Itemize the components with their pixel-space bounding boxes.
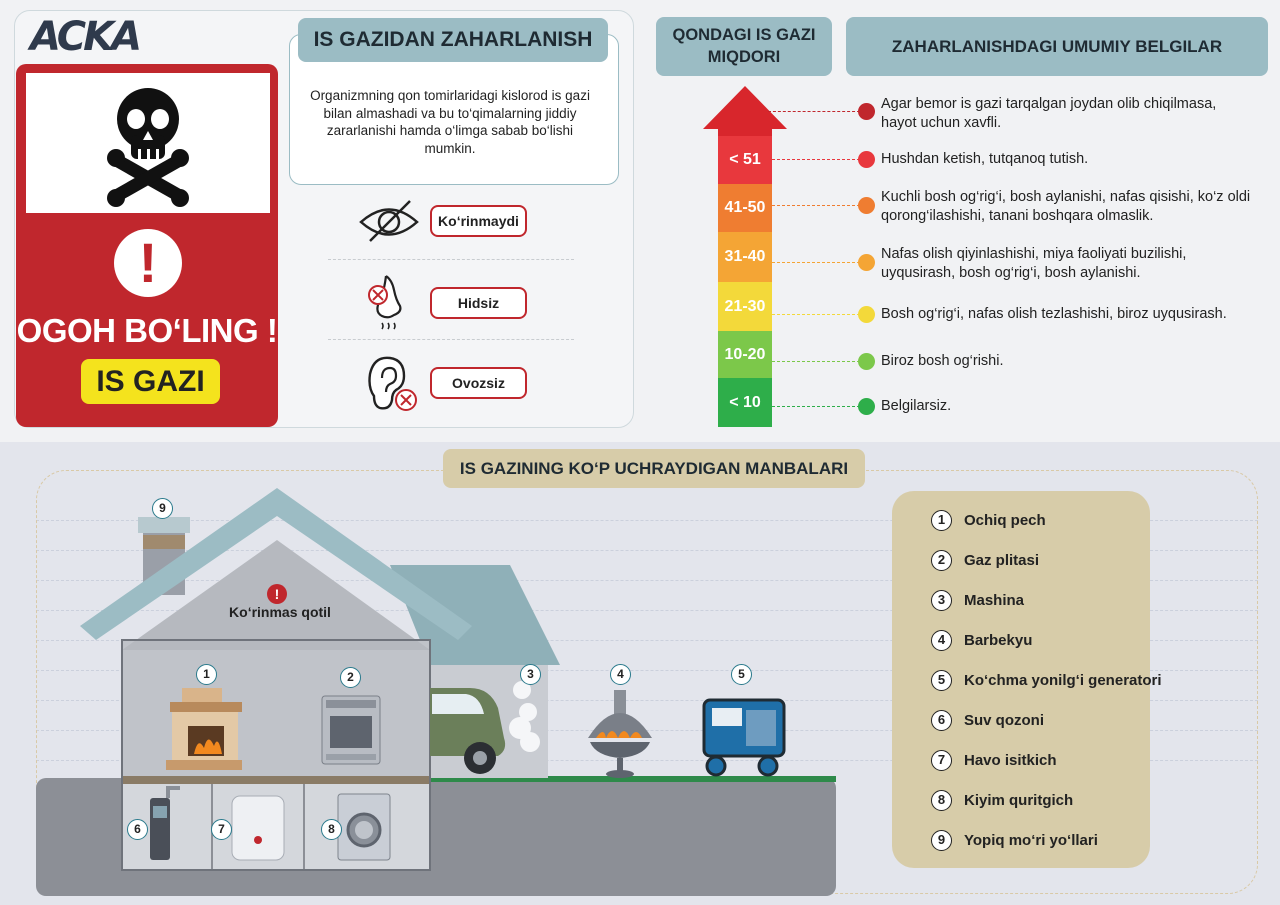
- list-item: [931, 709, 1044, 731]
- symptom-connector: [768, 111, 860, 112]
- symptom-connector: [772, 314, 860, 315]
- list-item: [931, 549, 1039, 571]
- skull-panel: [26, 73, 270, 213]
- symptom-text: Nafas olish qiyinlashishi, miya faoliyati buzilishi, uyqusirash, bosh og‘rig‘i, bosh aylanishi.: [881, 246, 1187, 281]
- symptom-dot: [858, 306, 875, 323]
- level-segment: 31-40: [718, 232, 772, 282]
- symptom-text: Biroz bosh og‘rishi.: [881, 353, 1004, 369]
- symptom-connector: [772, 262, 860, 263]
- house-label: Ko‘rinmas qotil: [229, 604, 331, 620]
- source-tag: 6: [127, 819, 148, 840]
- symptom-text: Belgilarsiz.: [881, 398, 952, 414]
- list-item-label: Barbekyu: [964, 631, 1033, 649]
- list-item-label: Yopiq mo‘ri yo‘llari: [964, 831, 1098, 849]
- poisoning-title: IS GAZIDAN ZAHARLANISH: [298, 18, 608, 62]
- list-item-label: Ko‘chma yonilg‘i generatori: [964, 671, 1162, 689]
- source-tag: 2: [340, 667, 361, 688]
- symptom-dot: [858, 353, 875, 370]
- symptom-connector: [772, 361, 860, 362]
- property-pill-odorless: Hidsiz: [430, 287, 527, 319]
- nose-crossed-icon: [358, 272, 420, 326]
- source-tag: 9: [152, 498, 173, 519]
- source-tag: 8: [321, 819, 342, 840]
- number-badge: 3: [931, 590, 952, 611]
- air-heater-icon: [232, 796, 284, 860]
- symptom-dot: [858, 151, 875, 168]
- symptom-dot: [858, 254, 875, 271]
- skull-crossbones-icon: [26, 73, 270, 213]
- list-item: [931, 749, 1057, 771]
- list-item-label: Ochiq pech: [964, 511, 1046, 529]
- symptom-connector: [772, 406, 860, 407]
- list-item: [931, 629, 1032, 651]
- list-item-label: Suv qozoni: [964, 711, 1044, 729]
- ear-crossed-icon: [358, 352, 420, 406]
- symptom-text: Bosh og‘rig‘i, nafas olish tezlashishi, biroz uyqusirash.: [881, 306, 1227, 322]
- list-item: [931, 589, 1024, 611]
- number-badge: 5: [931, 670, 952, 691]
- gas-stove-icon: [322, 696, 380, 764]
- poisoning-description: Organizmning qon tomirlaridagi kislorod is gazi bilan almashadi va bu to‘qimalarning jiddiy zararlanishi hamda o‘limga sabab bo‘lishi mumkin.: [310, 88, 590, 156]
- number-badge: 2: [931, 550, 952, 571]
- symptoms-title: ZAHARLANISHDAGI UMUMIY BELGILAR: [846, 17, 1268, 76]
- crossed-eye-icon: [358, 195, 420, 249]
- sources-title: IS GAZINING KO‘P UCHRAYDIGAN MANBALARI: [443, 449, 865, 488]
- number-badge: 9: [931, 830, 952, 851]
- list-item: [931, 669, 1162, 691]
- source-tag: 3: [520, 664, 541, 685]
- symptom-dot: [858, 103, 875, 120]
- number-badge: 1: [931, 510, 952, 531]
- symptom-text: Kuchli bosh og‘rig‘i, bosh aylanishi, nafas qisishi, ko‘z oldi qorong‘ilashishi, tanani boshqara olmaslik.: [881, 189, 1251, 224]
- level-arrow-head: [703, 86, 787, 138]
- exclamation-icon: !: [114, 229, 182, 297]
- level-segment: < 10: [718, 378, 772, 427]
- warning-title: OGOH BO‘LING !: [16, 312, 278, 349]
- levels-title: QONDAGI IS GAZI MIQDORI: [656, 17, 832, 76]
- symptom-text: Agar bemor is gazi tarqalgan joydan olib chiqilmasa, hayot uchun xavfli.: [881, 96, 1217, 131]
- portable-generator-icon: [704, 700, 784, 775]
- symptom-connector: [772, 205, 860, 206]
- level-segment: 41-50: [718, 184, 772, 232]
- divider: [328, 339, 574, 340]
- symptom-dot: [858, 398, 875, 415]
- number-badge: 6: [931, 710, 952, 731]
- list-item-label: Kiyim quritgich: [964, 791, 1074, 809]
- list-item-label: Havo isitkich: [964, 751, 1057, 769]
- list-item: [931, 829, 1098, 851]
- property-pill-silent: Ovozsiz: [430, 367, 527, 399]
- level-segment: < 51: [718, 136, 772, 184]
- barbecue-grill-icon: [588, 690, 652, 778]
- level-segment: 21-30: [718, 282, 772, 331]
- list-item: [931, 509, 1046, 531]
- divider: [328, 259, 574, 260]
- number-badge: 4: [931, 630, 952, 651]
- number-badge: 7: [931, 750, 952, 771]
- warning-badge: IS GAZI: [81, 359, 220, 404]
- symptom-connector: [772, 159, 860, 160]
- list-item-label: Mashina: [964, 591, 1025, 609]
- symptom-dot: [858, 197, 875, 214]
- list-item-label: Gaz plitasi: [964, 551, 1040, 569]
- clothes-dryer-icon: [338, 794, 390, 860]
- list-item: [931, 789, 1073, 811]
- brand-logo: ACKA: [30, 14, 140, 60]
- property-pill-invisible: Ko‘rinmaydi: [430, 205, 527, 237]
- alert-icon: !: [267, 584, 287, 604]
- level-segment: 10-20: [718, 331, 772, 378]
- source-tag: 5: [731, 664, 752, 685]
- source-tag: 1: [196, 664, 217, 685]
- source-tag: 4: [610, 664, 631, 685]
- source-tag: 7: [211, 819, 232, 840]
- number-badge: 8: [931, 790, 952, 811]
- symptom-text: Hushdan ketish, tutqanoq tutish.: [881, 151, 1089, 167]
